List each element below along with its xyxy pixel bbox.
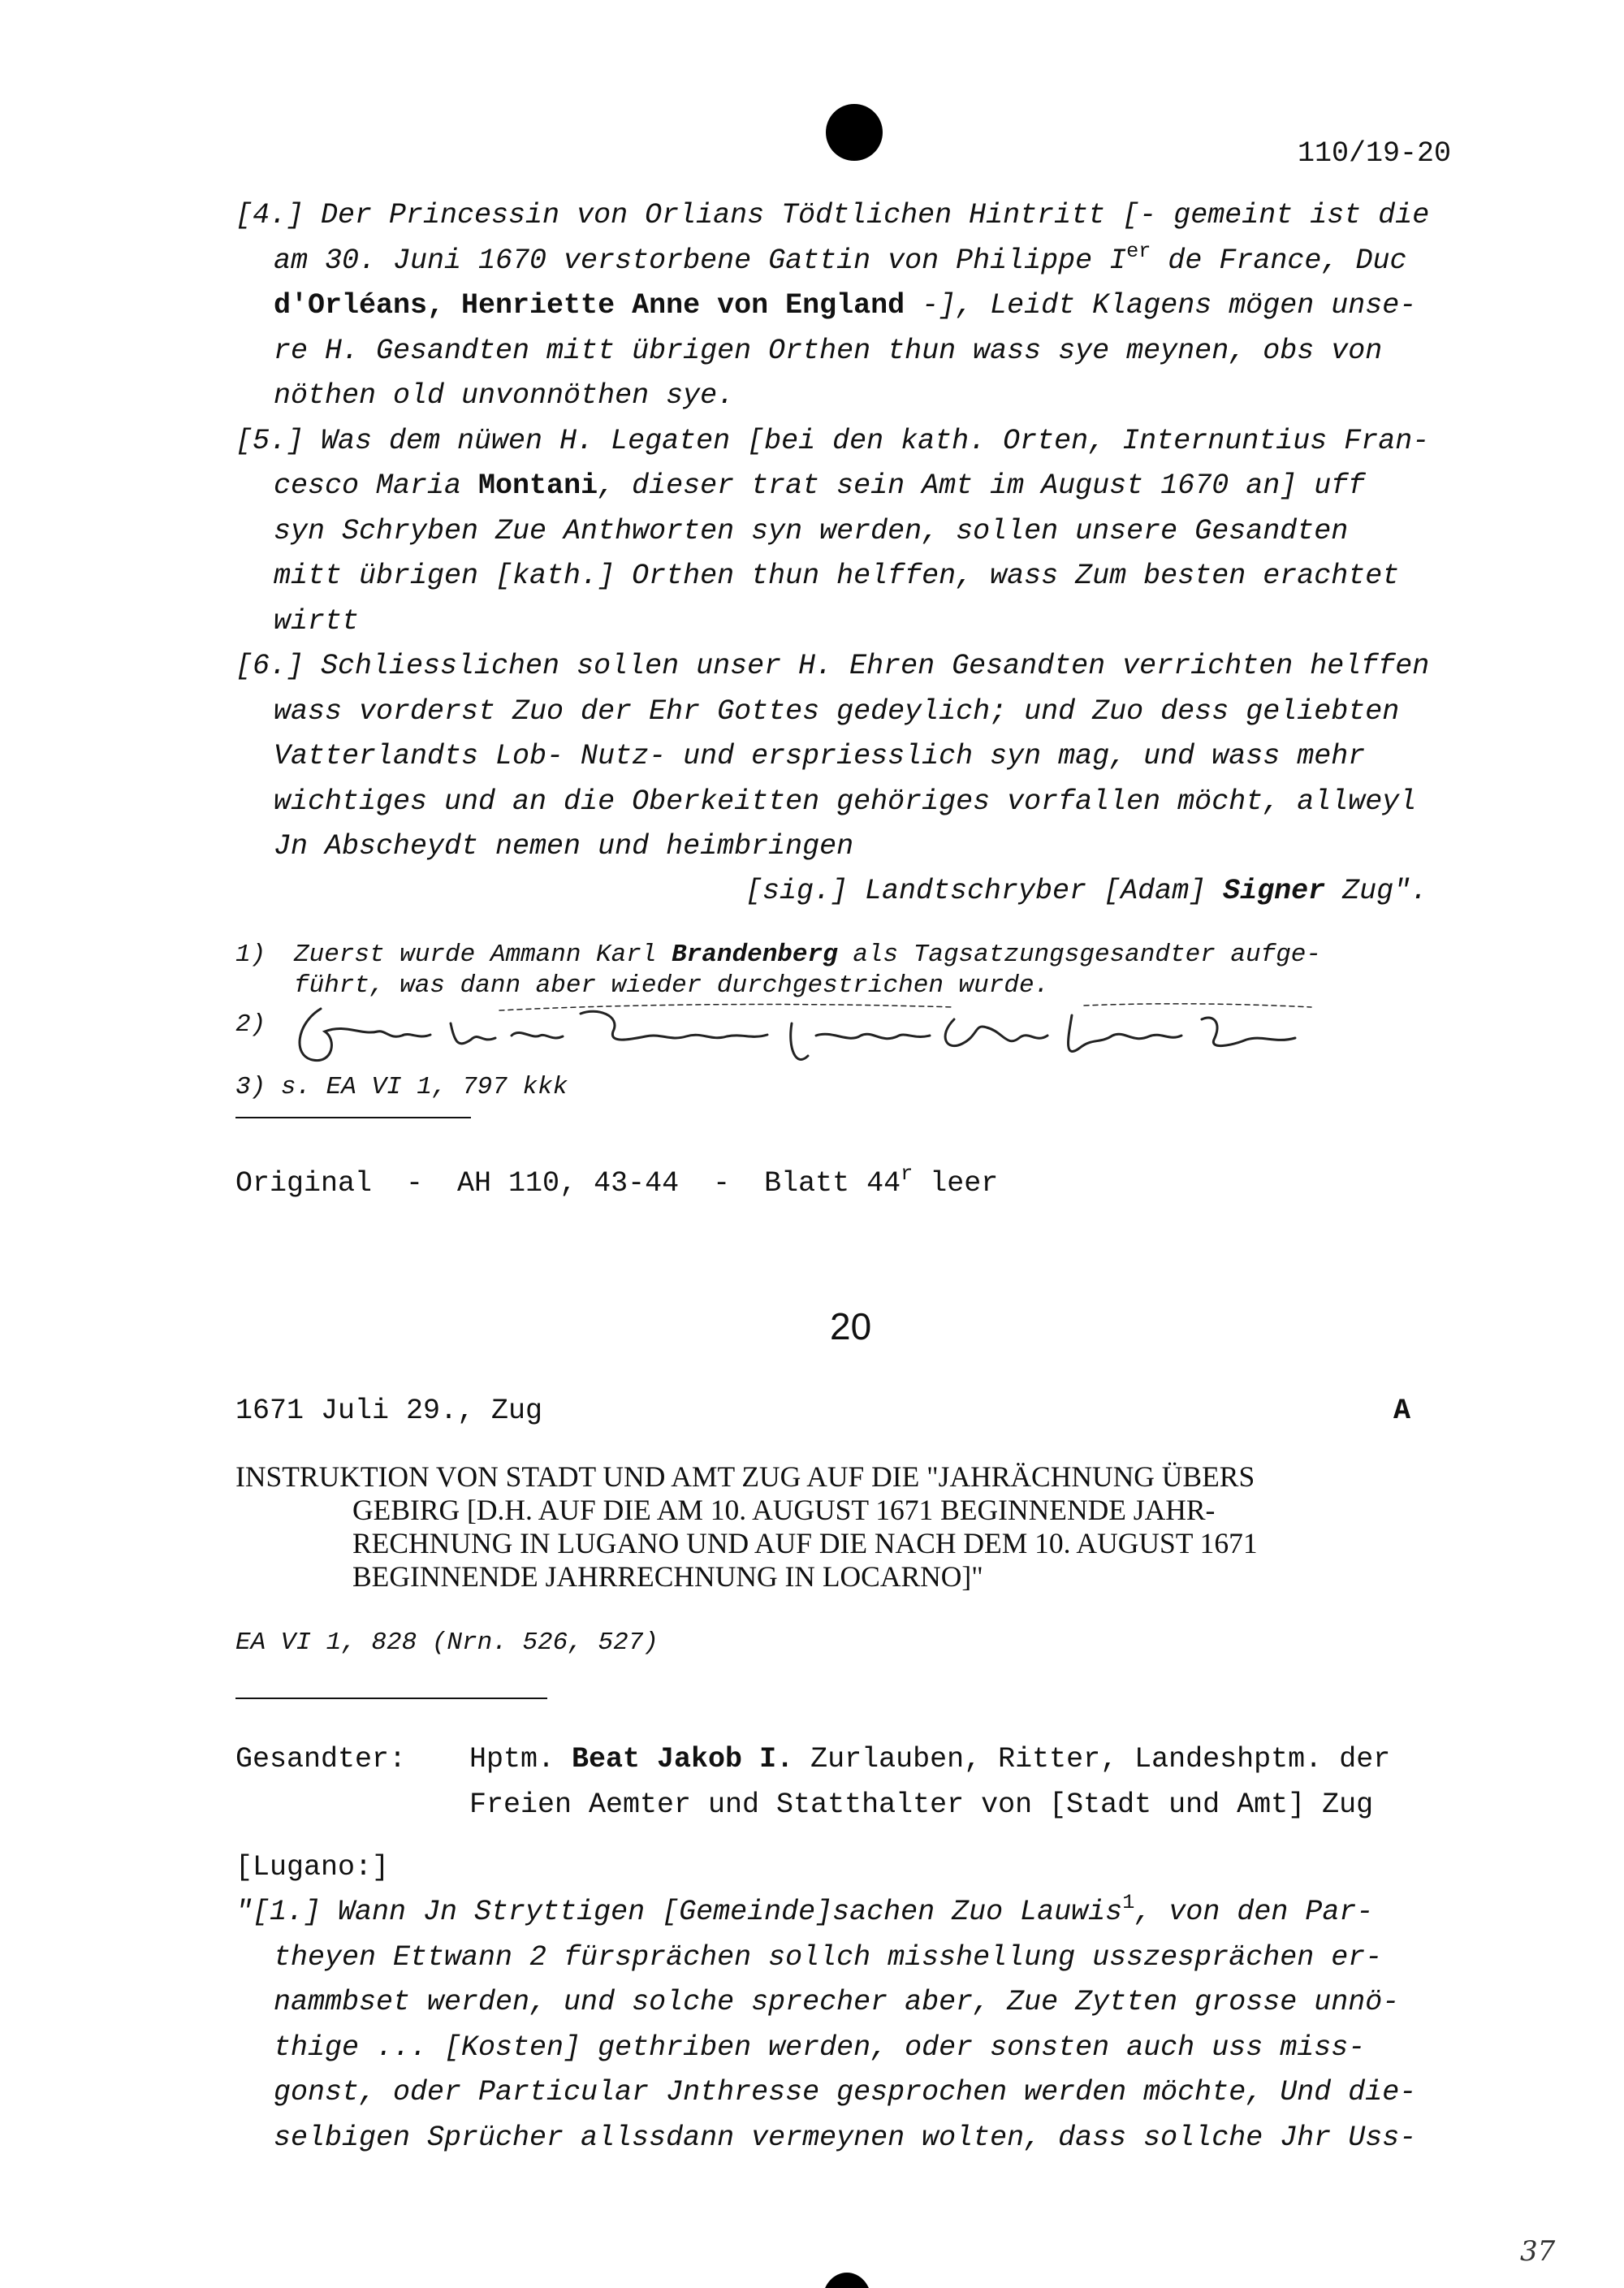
person-name: d'Orléans, Henriette Anne von England <box>274 289 905 322</box>
envoy-details: Hptm. Beat Jakob I. Zurlauben, Ritter, Landeshptm. der Freien Aemter und Statthalter von [Stadt und Amt] Zug <box>469 1743 1391 1821</box>
item-6-line-1: [6.] Schliesslichen sollen unser H. Ehren Gesandten verrichten helffen <box>235 650 1430 682</box>
document-number: 20 <box>830 1305 872 1347</box>
source-line: Original - AH 110, 43-44 - Blatt 44$^r$ leer <box>235 1162 999 1200</box>
footnote-2-number: 2) <box>235 1010 266 1039</box>
signer-name: Signer <box>1223 875 1326 907</box>
document-date: 1671 Juli 29., Zug <box>235 1395 543 1427</box>
item-6-line-3: Vatterlandts Lob- Nutz- und erspriesslich syn mag, und wass mehr <box>274 740 1366 772</box>
item-5-line-3: syn Schryben Zue Anthworten syn werden, sollen unsere Gesandten <box>274 514 1349 547</box>
item-5-line-4: mitt übrigen [kath.] Orthen thun helffen, wass Zum besten erachtet <box>274 560 1400 592</box>
body-line-2: theyen Ettwann 2 fürsprächen sollch misshellung usszesprächen er- <box>274 1940 1383 1974</box>
document-title: INSTRUKTION VON STADT UND AMT ZUG AUF DIE "JAHRÄCHNUNG ÜBERS GEBIRG [D.H. AUF DIE AM 10. AUGUST 1671 BEGINNENDE JAHR- RECHNUNG IN LUGANO UND AUF DIE NACH DEM 10. AUGUST 1671 BEGINNENDE JAHRRECHNUNG IN LOCARNO]" <box>235 1460 1258 1593</box>
footnote-separator <box>235 1117 471 1118</box>
handwritten-signature <box>288 999 1360 1072</box>
item-4-line-2: am 30. Juni 1670 verstorbene Gattin von Philippe Ier de France, Duc <box>274 239 1407 277</box>
section-separator <box>235 1698 547 1699</box>
body-line-4: thige ... [Kosten] gethriben werden, oder sonsten auch uss miss- <box>274 2031 1366 2064</box>
body-line-5: gonst, oder Particular Jnthresse gesprochen werden möchte, Und die- <box>274 2076 1417 2109</box>
item-5-line-1: [5.] Was dem nüwen H. Legaten [bei den kath. Orten, Internuntius Fran- <box>235 424 1430 457</box>
item-5-line-2: cesco Maria Montani, dieser trat sein Amt im August 1670 an] uff <box>274 469 1366 502</box>
item-6-line-4: wichtiges und an die Oberkeitten gehöriges vorfallen möcht, allweyl <box>274 785 1417 818</box>
person-name: Montani <box>478 469 598 502</box>
footnote-3: 3) s. EA VI 1, 797 kkk <box>235 1073 568 1101</box>
binding-hole-bottom <box>823 2273 871 2288</box>
item-5-line-5: wirtt <box>274 604 360 638</box>
person-name: Brandenberg <box>672 941 838 969</box>
document-19-body <box>235 193 1486 870</box>
item-4-line-5: nöthen old unvonnöthen sye. <box>274 379 735 412</box>
document-letter: A <box>1393 1395 1411 1427</box>
person-name: Beat Jakob I. <box>572 1743 794 1775</box>
item-6-line-5: Jn Abscheydt nemen und heimbringen <box>274 830 854 863</box>
item-4-line-3: d'Orléans, Henriette Anne von England -], Leidt Klagens mögen unse- <box>274 289 1417 322</box>
body-line-6: selbigen Sprücher allssdann vermeynen wolten, dass sollche Jhr Uss- <box>274 2121 1417 2154</box>
item-6-line-2: wass vorderst Zuo der Ehr Gottes gedeylich; und Zuo dess geliebten <box>274 694 1400 728</box>
body-line-3: nammbset werden, und solche sprecher aber, Zue Zytten grosse unnö- <box>274 1986 1400 2018</box>
item-5 <box>235 419 1486 645</box>
body-line-1: "[1.] Wann Jn Stryttigen [Gemeinde]sachen Zuo Lauwis$^1$, von den Par- <box>235 1891 1374 1928</box>
document-20-body <box>235 1890 1486 2160</box>
footnote-1: Zuerst wurde Ammann Karl Brandenberg als Tagsatzungsgesandter aufge- führt, was dann aber wieder durchgestrichen wurde. <box>294 941 1322 1000</box>
edition-reference: EA VI 1, 828 (Nrn. 526, 527) <box>235 1628 659 1657</box>
page-reference: 110/19-20 <box>1298 137 1452 170</box>
footnote-1-number: 1) <box>235 941 266 969</box>
binding-hole-top <box>826 104 883 161</box>
signature-line: [sig.] Landtschryber [Adam] Signer Zug". <box>745 875 1428 907</box>
item-4 <box>235 193 1486 419</box>
item-4-line-4: re H. Gesandten mitt übrigen Orthen thun wass sye meynen, obs von <box>274 334 1383 367</box>
handwritten-page-mark: 37 <box>1520 2235 1556 2268</box>
section-heading: [Lugano:] <box>235 1851 390 1884</box>
item-6 <box>235 644 1486 870</box>
envoy-label: Gesandter: <box>235 1743 407 1775</box>
footnote-ref: 1 <box>1122 1891 1135 1915</box>
item-4-line-1: [4.] Der Princessin von Orlians Tödtlichen Hintritt [- gemeint ist die <box>235 199 1430 231</box>
